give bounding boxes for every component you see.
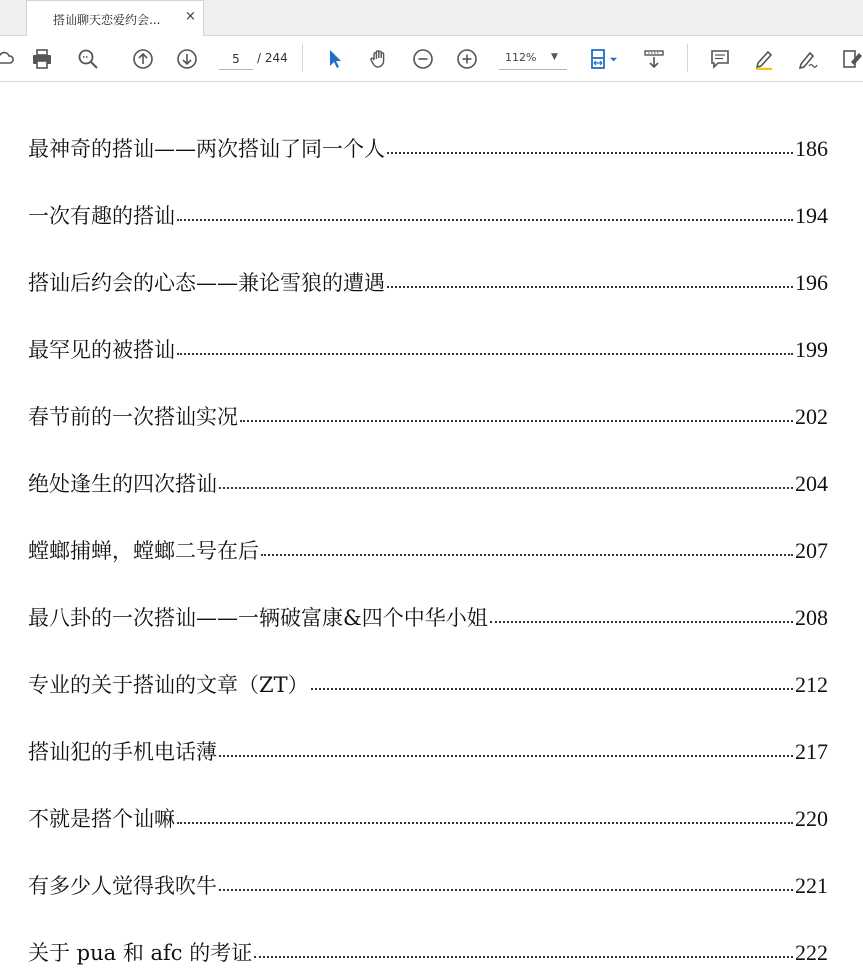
fit-page-dropdown-icon[interactable] xyxy=(606,46,620,72)
toc-leader-dots xyxy=(219,755,793,757)
toc-leader-dots xyxy=(254,956,793,958)
toc-entry-title: 一次有趣的搭讪 xyxy=(28,204,175,228)
toc-leader-dots xyxy=(177,822,793,824)
close-icon[interactable]: × xyxy=(185,9,196,24)
toc-entry[interactable] xyxy=(28,669,828,703)
tab-bar xyxy=(0,0,863,36)
toc-entry-page: 222 xyxy=(795,940,828,965)
toc-entry[interactable] xyxy=(28,602,828,636)
toc-entry[interactable] xyxy=(28,267,828,301)
toc-entry-title: 春节前的一次搭讪实况 xyxy=(28,405,238,429)
toc-entry-title: 搭讪犯的手机电话薄 xyxy=(28,740,217,764)
zoom-search-icon[interactable] xyxy=(75,46,101,72)
toc-entry-page: 208 xyxy=(795,605,828,630)
toc-entry-page: 220 xyxy=(795,806,828,831)
toc-entry-title: 搭讪后约会的心态——兼论雪狼的遭遇 xyxy=(28,271,385,295)
toolbar-divider xyxy=(687,44,688,72)
toc-entry-title: 不就是搭个讪嘛 xyxy=(28,807,175,831)
toc-leader-dots xyxy=(387,152,793,154)
zoom-out-icon[interactable] xyxy=(410,46,436,72)
toc-entry[interactable] xyxy=(28,334,828,368)
toc-entry-page: 199 xyxy=(795,337,828,362)
chevron-down-icon: ▼ xyxy=(551,52,558,62)
toc-leader-dots xyxy=(387,286,793,288)
toc-entry-page: 217 xyxy=(795,739,828,764)
toc-entry[interactable] xyxy=(28,133,828,167)
toc-entry[interactable] xyxy=(28,870,828,904)
toc-entry-page: 202 xyxy=(795,404,828,429)
next-page-icon[interactable] xyxy=(174,46,200,72)
toc-leader-dots xyxy=(261,554,793,556)
toc-entry-page: 212 xyxy=(795,672,828,697)
sign-icon[interactable] xyxy=(795,46,821,72)
highlight-pen-icon[interactable] xyxy=(751,46,777,72)
toc-entry-page: 186 xyxy=(795,136,828,161)
toc-entry[interactable] xyxy=(28,468,828,502)
toc-entry-title: 螳螂捕蝉，螳螂二号在后 xyxy=(28,539,259,563)
zoom-level-value: 112% xyxy=(505,51,537,64)
toc-entry-page: 194 xyxy=(795,203,828,228)
toc-entry[interactable] xyxy=(28,401,828,435)
toc-entry[interactable] xyxy=(28,803,828,837)
scroll-mode-icon[interactable] xyxy=(641,46,667,72)
select-cursor-icon[interactable] xyxy=(322,46,348,72)
toc-entry-page: 221 xyxy=(795,873,828,898)
toc-entry-title: 有多少人觉得我吹牛 xyxy=(28,874,217,898)
toc-entry-page: 207 xyxy=(795,538,828,563)
edit-tools-icon[interactable] xyxy=(839,46,863,72)
toc-entry-title: 最罕见的被搭讪 xyxy=(28,338,175,362)
toc-leader-dots xyxy=(240,420,793,422)
toc-entry-page: 204 xyxy=(795,471,828,496)
zoom-level-select[interactable] xyxy=(499,48,567,70)
page-total: / 244 xyxy=(257,51,288,65)
toc-leader-dots xyxy=(490,621,793,623)
toc-entry-title: 最神奇的搭讪——两次搭讪了同一个人 xyxy=(28,137,385,161)
page-number-input[interactable] xyxy=(219,48,253,70)
toc-entry-title: 专业的关于搭讪的文章（ZT） xyxy=(28,673,309,697)
toc-entry[interactable] xyxy=(28,937,828,971)
toc-entry-page: 196 xyxy=(795,270,828,295)
cloud-icon[interactable] xyxy=(0,46,18,72)
toc-leader-dots xyxy=(219,889,793,891)
toc-entry-title: 最八卦的一次搭讪——一辆破富康&四个中华小姐 xyxy=(28,606,488,630)
toolbar xyxy=(0,36,863,82)
print-icon[interactable] xyxy=(29,46,55,72)
toc-entry-title: 关于 pua 和 afc 的考证 xyxy=(28,941,253,965)
document-page xyxy=(0,83,863,977)
toc-leader-dots xyxy=(177,219,793,221)
toc-leader-dots xyxy=(311,688,793,690)
comment-icon[interactable] xyxy=(707,46,733,72)
toc-entry-title: 绝处逢生的四次搭讪 xyxy=(28,472,217,496)
tab-title: 搭讪聊天恋爱约会... xyxy=(53,13,161,27)
previous-page-icon[interactable] xyxy=(130,46,156,72)
toc-entry[interactable] xyxy=(28,535,828,569)
toc-entry[interactable] xyxy=(28,736,828,770)
hand-tool-icon[interactable] xyxy=(366,46,392,72)
toc-leader-dots xyxy=(177,353,793,355)
toc-entry[interactable] xyxy=(28,200,828,234)
zoom-in-icon[interactable] xyxy=(454,46,480,72)
document-tab[interactable] xyxy=(26,0,204,36)
toc-leader-dots xyxy=(219,487,793,489)
toolbar-divider xyxy=(302,44,303,72)
